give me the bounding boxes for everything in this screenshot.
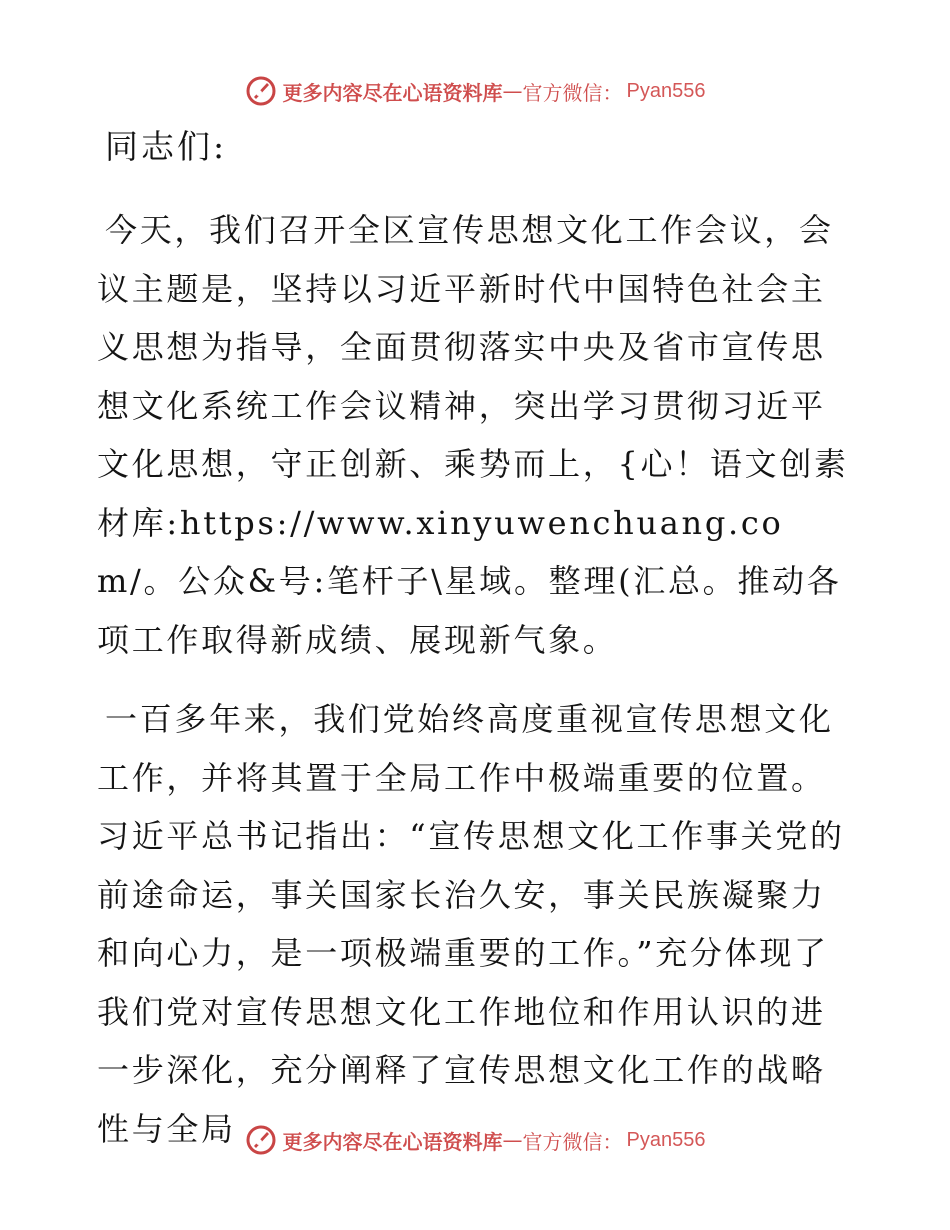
salutation: 同志们: [105, 127, 228, 166]
quill-logo-icon [245, 75, 277, 107]
watermark-main-text: 更多内容尽在心语资料库 [282, 80, 503, 105]
document-body [97, 125, 853, 1158]
paragraph-2: 一百多年来，我们党始终高度重视宣传思想文化工作，并将其置于全局工作中极端重要的位置。习近平总书记指出：“宣传思想文化工作事关党的前途命运，事关国家长治久安，事关民族凝聚力和向心力，是一项极端重要的工作。”充分体现了我们党对宣传思想文化工作地位和作用认识的进一步深化，充分阐释了宣传思想文化工作的战略性与全局 [97, 700, 845, 1148]
watermark-sub-text: 官方微信： [522, 80, 623, 105]
watermark-main-text: 更多内容尽在心语资料库 [282, 1129, 503, 1154]
watermark-wechat-id: Pyan556 [626, 79, 706, 102]
watermark-sub-text: 官方微信： [522, 1129, 623, 1154]
footer-watermark [0, 1120, 950, 1160]
quill-logo-icon [245, 1124, 277, 1156]
header-watermark [0, 71, 950, 111]
watermark-dash: — [502, 1128, 523, 1152]
paragraph-1: 今天，我们召开全区宣传思想文化工作会议，会议主题是，坚持以习近平新时代中国特色社会主义思想为指导，全面贯彻落实中央及省市宣传思想文化系统工作会议精神，突出学习贯彻习近平文化思想，守正创新、乘势而上，{心！语文创素材库:https://www.xinyuwenchuang.com/。公众&号:笔杆子\星域。整理(汇总。推动各项工作取得新成绩、展现新气象。 [97, 211, 849, 659]
watermark-dash: — [502, 79, 523, 103]
watermark-wechat-id: Pyan556 [626, 1128, 706, 1151]
